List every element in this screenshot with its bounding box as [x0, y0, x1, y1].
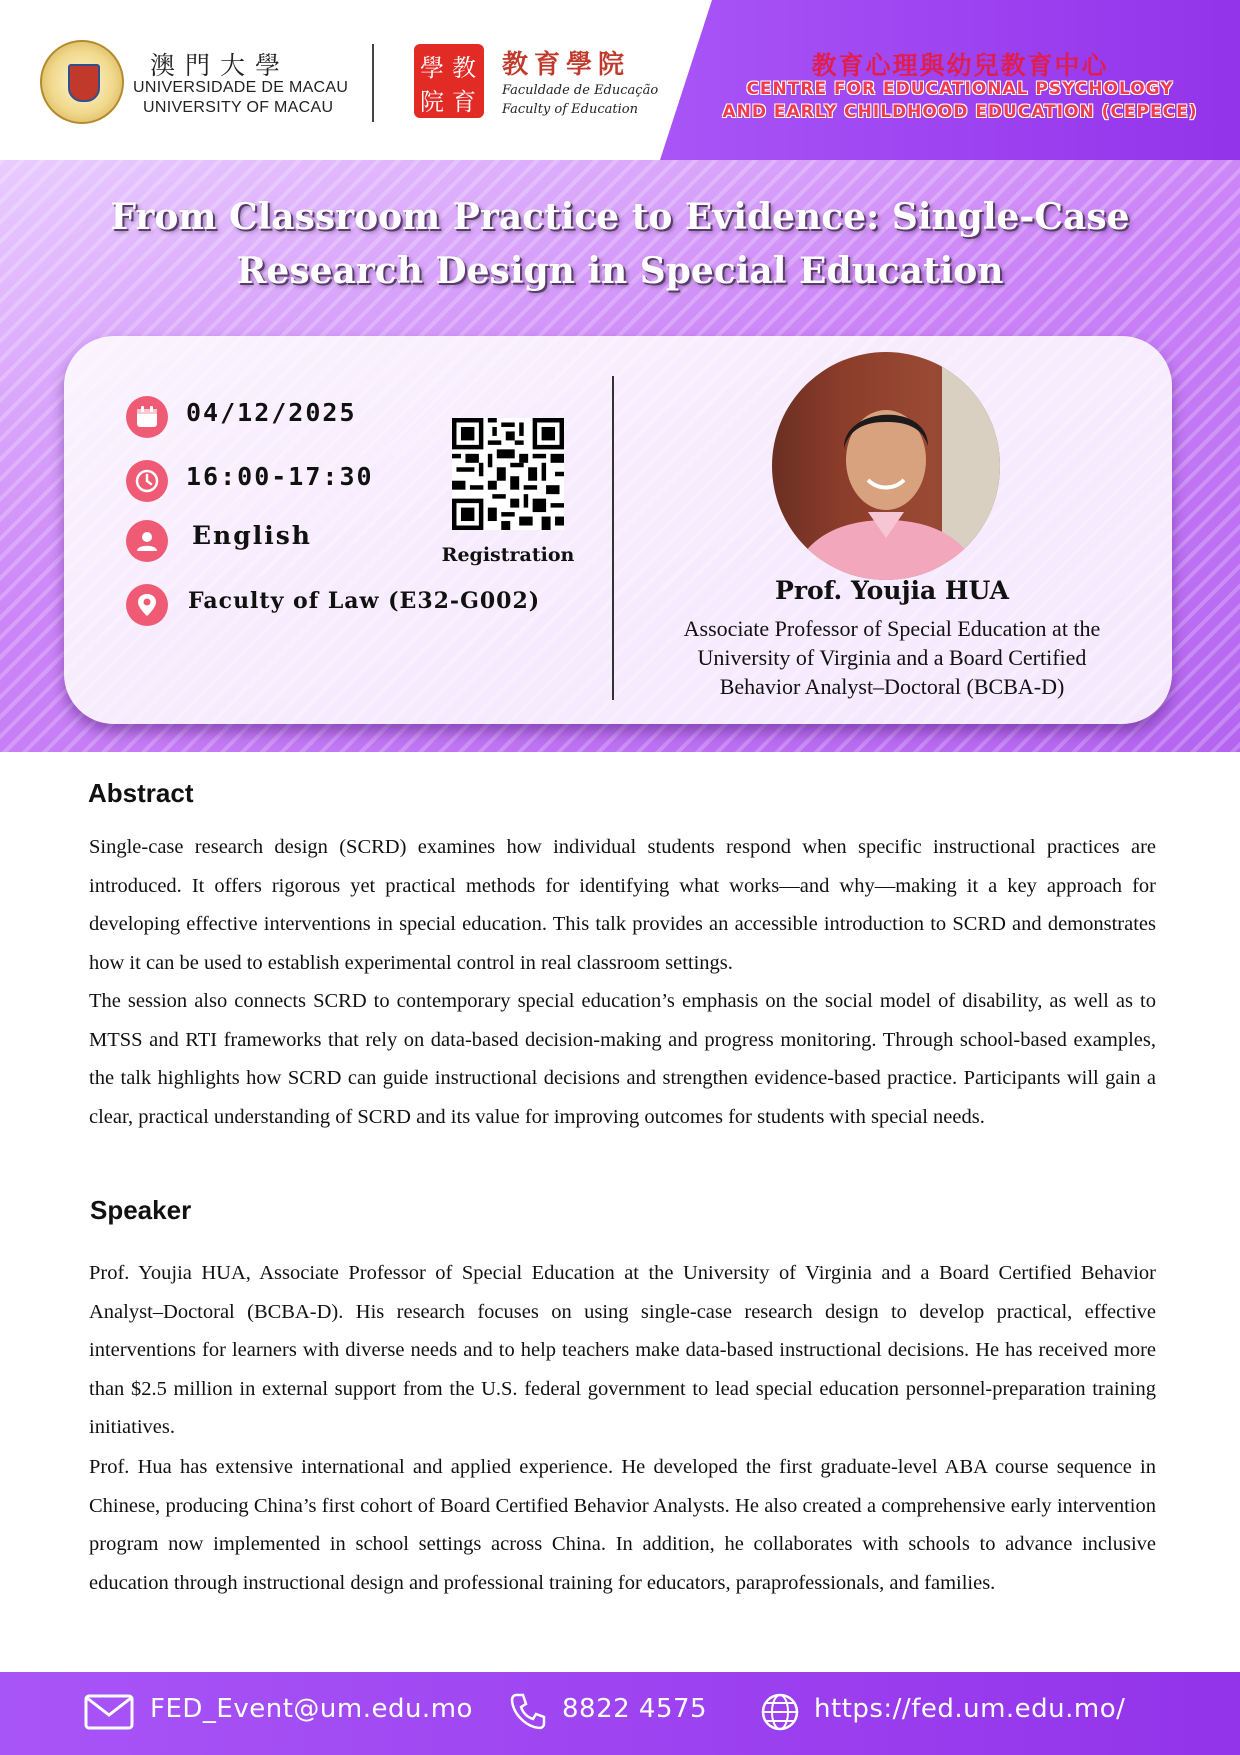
mail-icon: [84, 1694, 134, 1730]
fed-english-name: Faculty of Education: [502, 102, 638, 117]
event-banner: [0, 160, 1240, 752]
abstract-paragraph-2: The session also connects SCRD to contemporary special education’s emphasis on the social model of disability, as well as to MTSS and RTI frameworks that rely on data-based decision-making and progress monitoring. Through school-based examples, the talk highlights how SCRD can guide instructional decisions and strengthen evidence-based practice. Participants will gain a clear, practical understanding of SCRD and its value for improving outcomes for students with special needs.: [89, 990, 1156, 1128]
um-english-name: UNIVERSITY OF MACAU: [143, 99, 334, 116]
cepece-chinese-name: 教育心理與幼兒教育中心: [811, 51, 1109, 80]
fed-seal-logo: 學 教 院 育: [414, 44, 484, 118]
speaker-title: [644, 614, 1140, 701]
location-pin-icon: [126, 584, 168, 626]
fed-portuguese-name: Faculdade de Educação: [502, 83, 659, 98]
speaker-paragraph-2: Prof. Hua has extensive international and applied experience. He developed the first graduate-level ABA course sequence in Chinese, producing China’s first cohort of Board Certified Behavior Analysts. He also created a comprehensive early intervention program now implemented in school settings across China. In addition, he collaborates with schools to advance inclusive education through instructional design and professional training for educators, paraprofessionals, and families.: [89, 1456, 1156, 1594]
globe-icon: [760, 1692, 800, 1732]
person-icon: [126, 520, 168, 562]
event-title-line1: From Classroom Practice to Evidence: Single-Case: [110, 196, 1130, 238]
event-language: English: [192, 521, 312, 550]
speaker-name: Prof. Youjia HUA: [775, 576, 1009, 605]
footer-phone[interactable]: 8822 4575: [562, 1694, 708, 1724]
header: [0, 0, 1240, 160]
um-seal-logo: [40, 40, 124, 124]
event-title-line2: Research Design in Special Education: [236, 250, 1004, 292]
speaker-photo: [772, 352, 1000, 580]
speaker-title-line3: Behavior Analyst–Doctoral (BCBA-D): [719, 674, 1065, 699]
speaker-title-line1: Associate Professor of Special Education at the: [683, 616, 1101, 641]
footer-email[interactable]: FED_Event@um.edu.mo: [150, 1694, 473, 1724]
event-date: 04/12/2025: [186, 398, 357, 427]
cepece-english-line2: AND EARLY CHILDHOOD EDUCATION (CEPECE): [722, 102, 1198, 122]
cepece-english-line1: CENTRE FOR EDUCATIONAL PSYCHOLOGY: [746, 79, 1174, 99]
clock-icon: [126, 460, 168, 502]
event-venue: Faculty of Law (E32-G002): [188, 588, 541, 614]
card-divider: [612, 376, 614, 700]
registration-qr-code[interactable]: [452, 418, 564, 530]
contact-footer: [0, 1672, 1240, 1755]
event-info-card: [64, 336, 1172, 724]
abstract-heading: Abstract: [88, 778, 194, 808]
um-portuguese-name: UNIVERSIDADE DE MACAU: [133, 79, 349, 96]
footer-website[interactable]: https://fed.um.edu.mo/: [814, 1694, 1126, 1724]
abstract-paragraph-1: Single-case research design (SCRD) examines how individual students respond when specific instructional practices are introduced. It offers rigorous yet practical methods for identifying what works—and why—making it a key approach for developing effective interventions in special education. This talk provides an accessible introduction to SCRD and demonstrates how it can be used to establish experimental control in real classroom settings.: [89, 836, 1156, 974]
speaker-title-line2: University of Virginia and a Board Certified: [697, 645, 1087, 670]
speaker-heading: Speaker: [90, 1195, 192, 1225]
fed-chinese-name: 教育學院: [502, 50, 631, 80]
event-title: [100, 190, 1140, 298]
event-time: 16:00-17:30: [186, 462, 374, 491]
qr-label: Registration: [441, 544, 575, 566]
phone-icon: [510, 1692, 546, 1730]
calendar-icon: [126, 396, 168, 438]
um-chinese-name: 澳門大學: [150, 51, 291, 80]
speaker-paragraph-1: Prof. Youjia HUA, Associate Professor of Special Education at the University of Virginia and a Board Certified Behavior Analyst–Doctoral (BCBA-D). His research focuses on using single-case research design to develop practical, effective interventions for learners with diverse needs and to help teachers make data-based instructional decisions. He has received more than $2.5 million in external support from the U.S. federal government to lead special education personnel-preparation training initiatives.: [89, 1262, 1156, 1438]
logo-divider: [372, 44, 374, 122]
